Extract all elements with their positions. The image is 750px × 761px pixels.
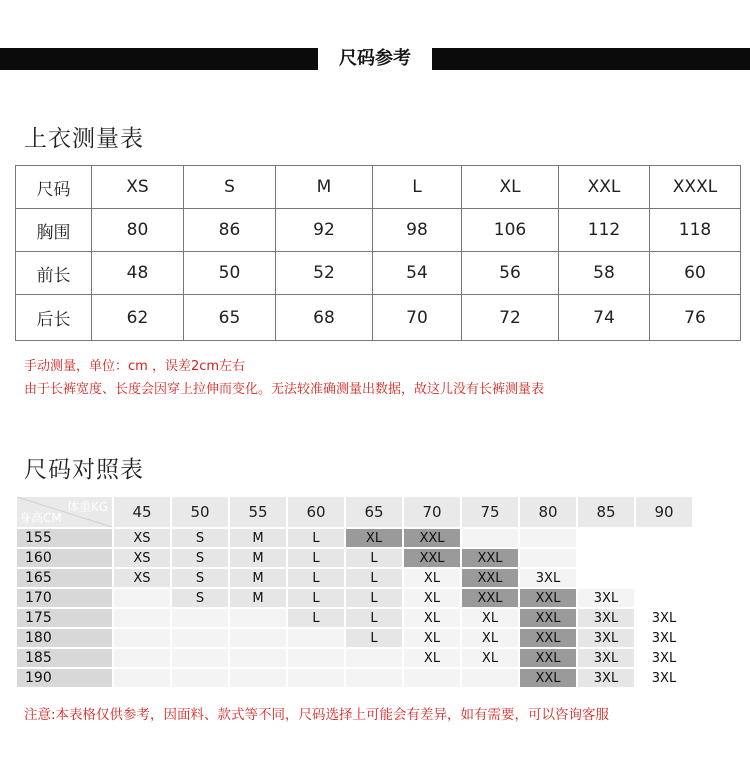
measure-table	[15, 165, 741, 341]
size-match-cell	[230, 649, 286, 667]
size-match-cell: XL	[462, 649, 518, 667]
size-match-cell: 3XL	[636, 609, 692, 627]
weight-header-cell: 50	[172, 497, 228, 527]
size-match-cell	[288, 669, 344, 687]
size-match-cell: S	[172, 589, 228, 607]
size-match-cell: XXL	[462, 549, 518, 567]
size-match-cell: XS	[114, 569, 170, 587]
height-axis-label: 身高CM	[19, 511, 62, 525]
size-match-cell: XL	[462, 629, 518, 647]
value-cell: 56	[462, 252, 559, 295]
value-cell: 106	[462, 209, 559, 252]
size-match-cell: L	[346, 629, 402, 647]
weight-header-cell: 65	[346, 497, 402, 527]
size-match-cell: L	[346, 549, 402, 567]
measure-row-chest	[16, 209, 741, 252]
size-match-cell	[114, 609, 170, 627]
value-cell: 112	[559, 209, 650, 252]
size-reference-table	[15, 495, 694, 689]
size-match-cell	[114, 649, 170, 667]
size-match-cell: 3XL	[578, 609, 634, 627]
banner-bar-left	[0, 48, 318, 70]
size-match-cell: 3XL	[578, 669, 634, 687]
size-match-cell	[578, 529, 634, 547]
value-cell: 54	[373, 252, 462, 295]
size-cell: XXXL	[650, 166, 741, 209]
size-match-cell: 3XL	[578, 629, 634, 647]
size-match-cell: M	[230, 589, 286, 607]
value-cell: 86	[184, 209, 276, 252]
height-row	[17, 569, 692, 587]
size-match-cell: XXL	[520, 669, 576, 687]
size-match-cell: L	[346, 589, 402, 607]
size-match-cell	[636, 569, 692, 587]
size-match-cell: S	[172, 549, 228, 567]
height-row	[17, 589, 692, 607]
size-match-cell: XXL	[404, 549, 460, 567]
size-match-cell	[346, 649, 402, 667]
size-match-cell: XXL	[520, 589, 576, 607]
measure-row-back-length	[16, 295, 741, 341]
size-match-cell	[114, 589, 170, 607]
size-match-cell	[636, 549, 692, 567]
size-match-cell: 3XL	[636, 629, 692, 647]
size-match-cell	[636, 589, 692, 607]
size-match-cell: XXL	[520, 609, 576, 627]
value-cell: 58	[559, 252, 650, 295]
size-match-cell: L	[346, 569, 402, 587]
size-match-cell: XXL	[404, 529, 460, 547]
size-match-cell	[230, 629, 286, 647]
weight-header-cell: 70	[404, 497, 460, 527]
size-match-cell	[578, 569, 634, 587]
size-match-cell	[230, 609, 286, 627]
height-cell: 180	[17, 629, 112, 647]
weight-header-cell: 75	[462, 497, 518, 527]
size-match-cell	[114, 669, 170, 687]
weight-header-cell: 85	[578, 497, 634, 527]
height-cell: 175	[17, 609, 112, 627]
value-cell: 52	[276, 252, 373, 295]
weight-header-cell: 60	[288, 497, 344, 527]
height-cell: 170	[17, 589, 112, 607]
corner-cell	[17, 497, 112, 527]
size-match-cell: XL	[404, 609, 460, 627]
value-cell: 68	[276, 295, 373, 341]
weight-header-cell: 80	[520, 497, 576, 527]
size-match-cell: 3XL	[578, 589, 634, 607]
value-cell: 50	[184, 252, 276, 295]
value-cell: 65	[184, 295, 276, 341]
height-row	[17, 629, 692, 647]
size-match-cell: XS	[114, 549, 170, 567]
size-match-cell: XL	[404, 649, 460, 667]
value-cell: 62	[92, 295, 184, 341]
size-match-cell	[636, 529, 692, 547]
measure-header-row	[16, 166, 741, 209]
size-cell: XL	[462, 166, 559, 209]
size-match-cell: XL	[404, 589, 460, 607]
size-match-cell: M	[230, 569, 286, 587]
value-cell: 76	[650, 295, 741, 341]
value-cell: 72	[462, 295, 559, 341]
value-cell: 98	[373, 209, 462, 252]
weight-header-cell: 45	[114, 497, 170, 527]
size-match-cell: XXL	[520, 629, 576, 647]
height-row	[17, 609, 692, 627]
row-label: 胸围	[16, 209, 92, 252]
row-label: 前长	[16, 252, 92, 295]
value-cell: 60	[650, 252, 741, 295]
banner-title: 尺码参考	[339, 48, 411, 69]
disclaimer-note: 注意:本表格仅供参考，因面料、款式等不同，尺码选择上可能会有差异，如有需要，可以咨询客服	[24, 707, 610, 723]
value-cell: 92	[276, 209, 373, 252]
size-match-cell: L	[288, 569, 344, 587]
size-match-cell: XL	[404, 569, 460, 587]
size-match-cell: S	[172, 529, 228, 547]
weight-header-cell: 90	[636, 497, 692, 527]
size-match-cell	[114, 629, 170, 647]
weight-axis-label: 体重KG	[66, 500, 108, 514]
height-cell: 185	[17, 649, 112, 667]
header-banner	[0, 48, 750, 70]
size-cell: S	[184, 166, 276, 209]
size-match-cell	[172, 629, 228, 647]
size-match-cell	[520, 529, 576, 547]
measure-note: 手动测量，单位：cm ，误差2cm左右	[24, 359, 246, 374]
size-match-cell: XL	[462, 609, 518, 627]
height-cell: 155	[17, 529, 112, 547]
value-cell: 48	[92, 252, 184, 295]
size-reference-title: 尺码对照表	[24, 457, 144, 483]
pants-note: 由于长裤宽度、长度会因穿上拉伸而变化。无法较准确测量出数据，故这儿没有长裤测量表	[24, 382, 545, 397]
size-match-cell	[520, 549, 576, 567]
height-row	[17, 529, 692, 547]
size-match-cell: M	[230, 529, 286, 547]
size-match-cell: 3XL	[636, 649, 692, 667]
size-match-cell	[288, 629, 344, 647]
size-match-cell: L	[288, 609, 344, 627]
size-cell: L	[373, 166, 462, 209]
size-match-cell: XXL	[462, 589, 518, 607]
size-match-cell	[462, 529, 518, 547]
size-match-cell	[172, 609, 228, 627]
size-cell: XS	[92, 166, 184, 209]
size-header-cell: 尺码	[16, 166, 92, 209]
size-match-cell: L	[288, 529, 344, 547]
size-match-cell	[462, 669, 518, 687]
size-match-cell: L	[288, 589, 344, 607]
value-cell: 80	[92, 209, 184, 252]
size-match-cell	[172, 649, 228, 667]
measure-row-front-length	[16, 252, 741, 295]
size-match-cell	[578, 549, 634, 567]
size-match-cell: XXL	[462, 569, 518, 587]
height-row	[17, 549, 692, 567]
height-cell: 160	[17, 549, 112, 567]
size-cell: XXL	[559, 166, 650, 209]
size-match-cell: XL	[346, 529, 402, 547]
size-match-cell: XL	[404, 629, 460, 647]
row-label: 后长	[16, 295, 92, 341]
size-match-cell	[288, 649, 344, 667]
size-match-cell: 3XL	[578, 649, 634, 667]
size-match-cell: XS	[114, 529, 170, 547]
measure-table-title: 上衣测量表	[24, 126, 144, 152]
value-cell: 70	[373, 295, 462, 341]
value-cell: 118	[650, 209, 741, 252]
height-cell: 165	[17, 569, 112, 587]
size-match-cell: L	[288, 549, 344, 567]
height-row	[17, 649, 692, 667]
size-match-cell: L	[346, 609, 402, 627]
weight-header-row	[17, 497, 692, 527]
size-match-cell: S	[172, 569, 228, 587]
size-match-cell: M	[230, 549, 286, 567]
size-match-cell	[346, 669, 402, 687]
size-match-cell: XXL	[520, 649, 576, 667]
size-match-cell	[230, 669, 286, 687]
size-match-cell	[404, 669, 460, 687]
size-match-cell: 3XL	[636, 669, 692, 687]
size-cell: M	[276, 166, 373, 209]
size-match-cell	[172, 669, 228, 687]
height-cell: 190	[17, 669, 112, 687]
banner-bar-right	[432, 48, 750, 70]
height-row	[17, 669, 692, 687]
weight-header-cell: 55	[230, 497, 286, 527]
size-match-cell: 3XL	[520, 569, 576, 587]
value-cell: 74	[559, 295, 650, 341]
